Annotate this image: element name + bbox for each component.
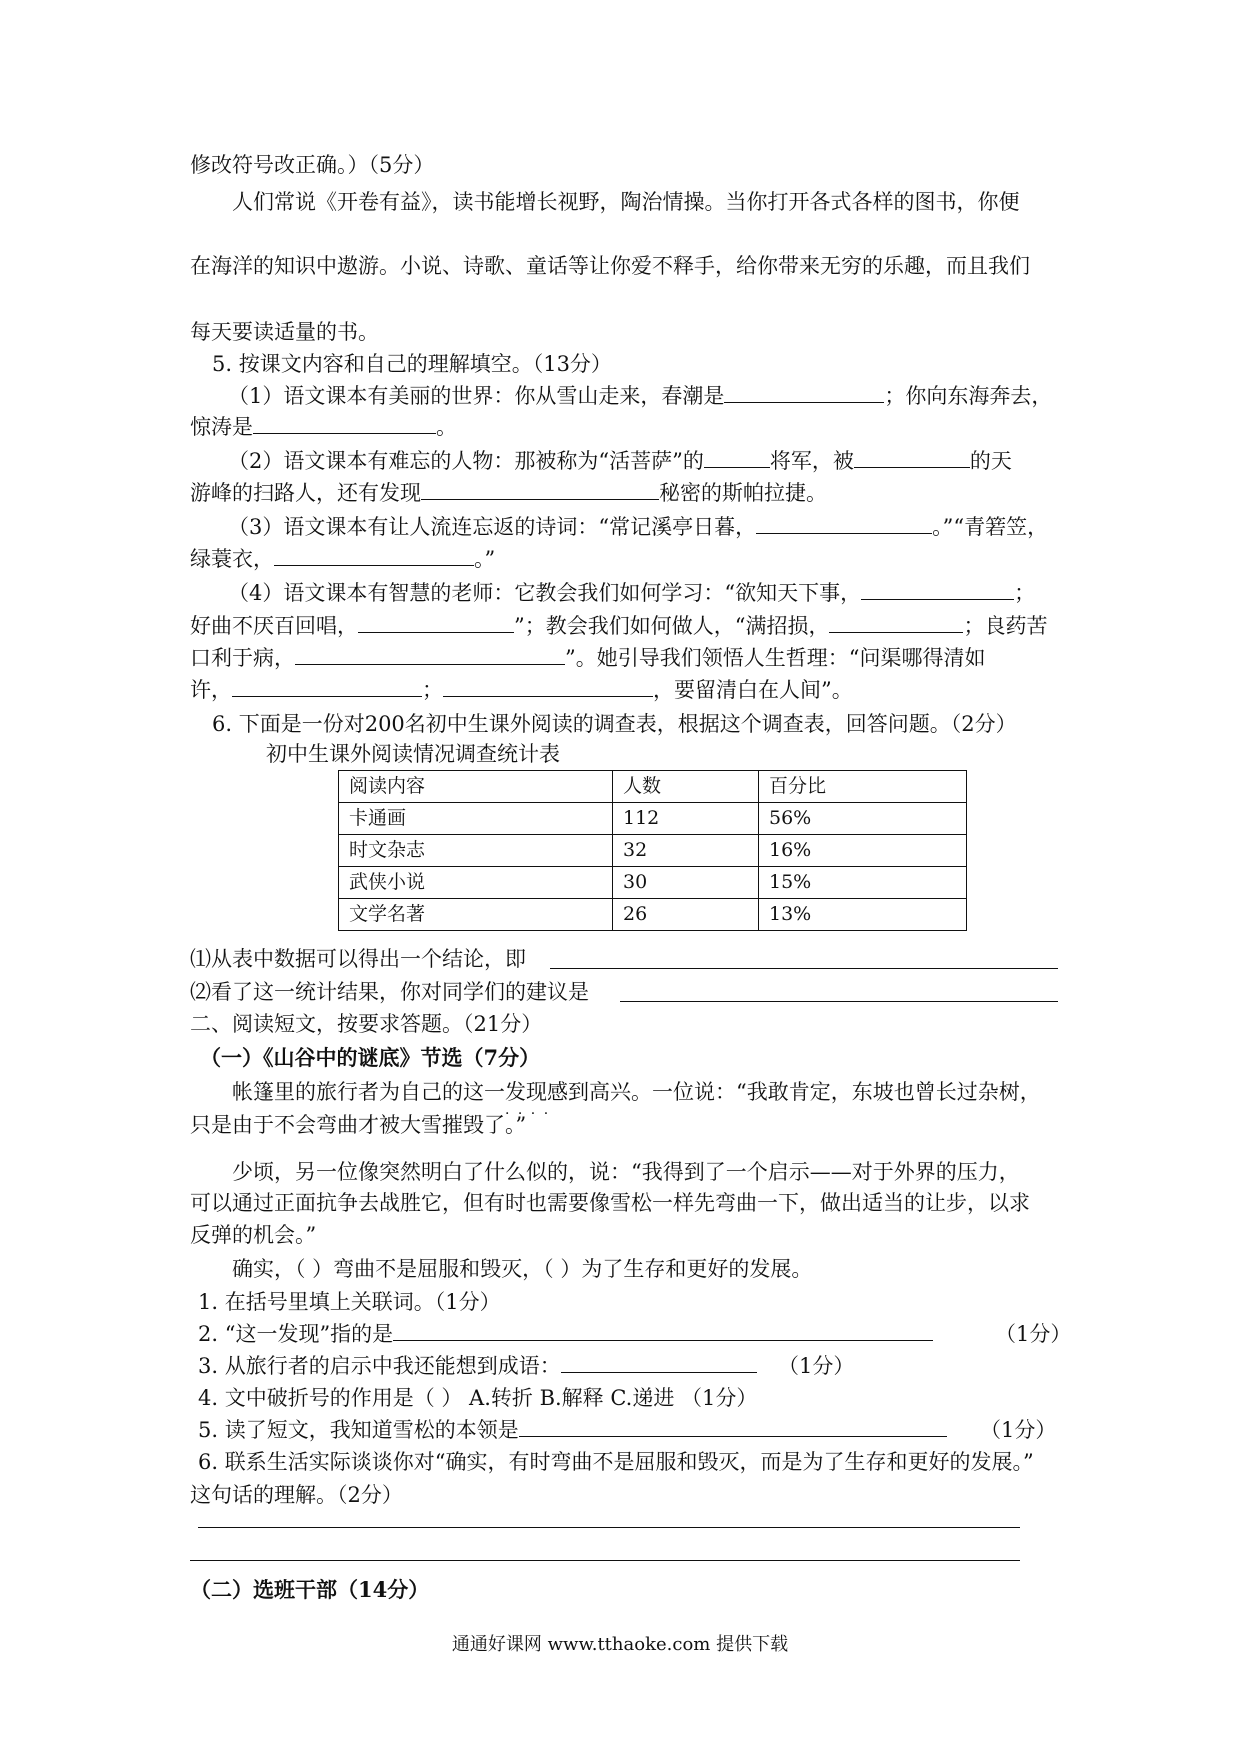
header-cell: 人数 (613, 771, 759, 803)
emphasized-phrase: 这一发现 · · · · (463, 1080, 547, 1104)
table-cell: 15% (759, 867, 967, 899)
q6-2-prompt: ⑵看了这一统计结果，你对同学们的建议是 (190, 980, 589, 1004)
q5-4-text-c: 好曲不厌百回唱， (190, 614, 358, 638)
q5-3-blank-2[interactable] (274, 545, 474, 566)
q5-4-line-a (228, 579, 1035, 607)
section-2-title: 二、阅读短文，按要求答题。（21分） (190, 1012, 543, 1036)
q5-4-text-g: ”。她引导我们领悟人生哲理：“问渠哪得清如 (565, 646, 986, 670)
reading-para-3: 确实，（ ）弯曲不是屈服和毁灭，（ ）为了生存和更好的发展。 (232, 1257, 813, 1281)
table-row (339, 803, 967, 835)
q5-4-text-e: ；良药苦 (963, 614, 1048, 638)
q5-4-text-d: ”；教会我们如何做人，“满招损， (514, 614, 830, 638)
q6-1-prompt: ⑴从表中数据可以得出一个结论，即 (190, 947, 526, 971)
reading-q3 (198, 1352, 757, 1380)
reading-q2-blank[interactable] (393, 1320, 933, 1341)
q5-4-line-b (190, 612, 1047, 640)
q5-4-text-j: ，要留清白在人间”。 (653, 678, 853, 702)
q5-4-text-h: 许， (190, 678, 232, 702)
q5-4-text-a: （4）语文课本有智慧的老师：它教会我们如何学习：“欲知天下事， (228, 581, 862, 605)
reading-q6-answer-line-2[interactable] (190, 1560, 1020, 1561)
q5-3-blank-1[interactable] (756, 513, 932, 534)
q5-2-line-a (228, 447, 1012, 475)
q6-2-answer-line[interactable] (620, 1001, 1058, 1002)
reading-q2-text: 2. “这一发现”指的是 (198, 1322, 394, 1346)
table-header-row (339, 771, 967, 803)
table-cell: 文学名著 (339, 899, 613, 931)
reading-para-1-line-1 (190, 1078, 1041, 1106)
passage-line-3: 每天要读适量的书。 (190, 320, 379, 344)
reading-q3-text: 3. 从旅行者的启示中我还能想到成语： (198, 1354, 561, 1378)
table-cell: 时文杂志 (339, 835, 613, 867)
q5-1-line-a (228, 382, 1052, 410)
q6-1-answer-line[interactable] (550, 968, 1058, 969)
reading-para-2-line-3: 反弹的机会。” (190, 1223, 317, 1247)
question-5-title: 5. 按课文内容和自己的理解填空。（13分） (212, 352, 612, 376)
part-2-title: （二）选班干部（14分） (190, 1577, 430, 1602)
q5-3-line-a (228, 513, 1048, 541)
q5-2-blank-1[interactable] (704, 447, 770, 468)
reading-q3-blank[interactable] (561, 1352, 757, 1373)
q5-1-text-c: 惊涛是 (190, 415, 253, 439)
q5-4-blank-6[interactable] (443, 676, 653, 697)
question-6-title: 6. 下面是一份对200名初中生课外阅读的调查表，根据这个调查表，回答问题。（2分） (212, 712, 1017, 736)
q5-4-line-c (190, 644, 985, 672)
reading-q5 (198, 1416, 947, 1444)
q5-1-text-a: （1）语文课本有美丽的世界：你从雪山走来，春潮是 (228, 384, 725, 408)
para-text: 感到高兴。一位说：“我敢肯定，东坡也曾长过杂树， (547, 1080, 1041, 1104)
reading-q6-answer-line-1[interactable] (198, 1527, 1020, 1528)
table-row (339, 899, 967, 931)
reading-para-2-line-2: 可以通过正面抗争去战胜它，但有时也需要像雪松一样先弯曲一下，做出适当的让步，以求 (190, 1191, 1030, 1215)
q5-2-text-b: 将军，被 (769, 449, 854, 473)
q5-2-text-d: 游峰的扫路人，还有发现 (190, 481, 421, 505)
q5-4-text-f: 口利于病， (190, 646, 295, 670)
q5-1-text-b: ；你向东海奔去， (884, 384, 1053, 408)
reading-q1: 1. 在括号里填上关联词。（1分） (198, 1290, 501, 1314)
table-row (339, 867, 967, 899)
q5-4-text-i: ； (422, 678, 443, 702)
table-cell: 武侠小说 (339, 867, 613, 899)
reading-q3-score: （1分） (778, 1354, 855, 1378)
passage-line-1: 人们常说《开卷有益》，读书能增长视野，陶治情操。当你打开各式各样的图书，你便 (232, 190, 1020, 214)
q5-2-text-e: 秘密的斯帕拉捷。 (659, 481, 827, 505)
q5-4-text-b: ； (1014, 581, 1036, 605)
q5-3-text-d: 。” (474, 547, 496, 571)
reading-q6-line-1: 6. 联系生活实际谈谈你对“确实，有时弯曲不是屈服和毁灭，而是为了生存和更好的发展。” (198, 1450, 1034, 1474)
table-cell: 13% (759, 899, 967, 931)
q5-2-text-c: 的天 (969, 449, 1012, 473)
header-cell: 百分比 (759, 771, 967, 803)
q5-3-text-c: 绿蓑衣， (190, 547, 274, 571)
reading-q2-score: （1分） (995, 1322, 1072, 1346)
q5-1-blank-1[interactable] (724, 382, 884, 403)
q5-3-line-b (190, 545, 495, 573)
q5-3-text-b: 。”“青箬笠， (932, 515, 1049, 539)
table-title: 初中生课外阅读情况调查统计表 (266, 742, 560, 766)
q5-4-blank-1[interactable] (861, 579, 1014, 600)
q5-1-text-d: 。 (436, 415, 457, 439)
q5-2-text-a: （2）语文课本有难忘的人物：那被称为“活菩萨”的 (228, 449, 704, 473)
survey-table (338, 770, 967, 931)
table-cell: 16% (759, 835, 967, 867)
reading-q2 (198, 1320, 933, 1348)
header-cell: 阅读内容 (339, 771, 613, 803)
q5-4-blank-3[interactable] (829, 612, 963, 633)
table-cell: 112 (613, 803, 759, 835)
table-row (339, 835, 967, 867)
part-1-title: （一）《山谷中的谜底》节选（7分） (200, 1045, 541, 1070)
reading-q5-score: （1分） (980, 1418, 1057, 1442)
q5-4-blank-2[interactable] (358, 612, 514, 633)
reading-q5-blank[interactable] (519, 1416, 947, 1437)
instruction-tail: 修改符号改正确。）（5分） (190, 153, 435, 177)
reading-q5-text: 5. 读了短文，我知道雪松的本领是 (198, 1418, 519, 1442)
q5-2-line-b (190, 479, 827, 507)
q5-4-blank-5[interactable] (232, 676, 422, 697)
q5-2-blank-2[interactable] (854, 447, 970, 468)
reading-q6-line-2: 这句话的理解。（2分） (190, 1483, 403, 1507)
q5-1-blank-2[interactable] (253, 413, 436, 434)
table-cell: 26 (613, 899, 759, 931)
reading-q4: 4. 文中破折号的作用是（ ） A.转折 B.解释 C.递进 （1分） (198, 1386, 758, 1410)
table-cell: 卡通画 (339, 803, 613, 835)
footer-credit: 通通好课网 www.tthaoke.com 提供下载 (451, 1634, 789, 1655)
reading-para-2-line-1: 少顷，另一位像突然明白了什么似的，说：“我得到了一个启示——对于外界的压力， (232, 1160, 1020, 1184)
table-cell: 32 (613, 835, 759, 867)
q5-4-line-d (190, 676, 853, 704)
passage-line-2: 在海洋的知识中遨游。小说、诗歌、童话等让你爱不释手，给你带来无穷的乐趣，而且我们 (190, 254, 1030, 278)
reading-para-1-line-2: 只是由于不会弯曲才被大雪摧毁了。” (190, 1113, 527, 1137)
table-cell: 30 (613, 867, 759, 899)
table-cell: 56% (759, 803, 967, 835)
q5-2-blank-3[interactable] (421, 479, 659, 500)
q5-3-text-a: （3）语文课本有让人流连忘返的诗词：“常记溪亭日暮， (228, 515, 757, 539)
q5-4-blank-4[interactable] (295, 644, 565, 665)
para-text: 帐篷里的旅行者为自己的 (232, 1080, 463, 1104)
q5-1-line-b (190, 413, 457, 441)
